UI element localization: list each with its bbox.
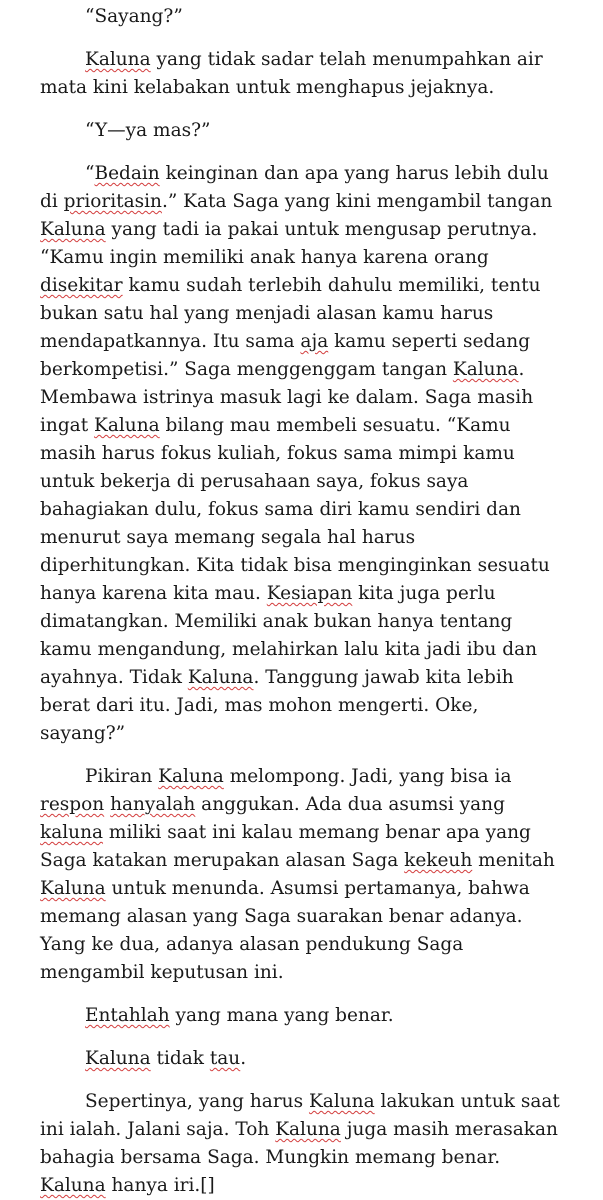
paragraph-1: “Sayang?” (85, 6, 183, 27)
paragraph-8: Sepertinya, yang harus Kaluna lakukan untuk saat ini ialah. Jalani saja. Toh Kaluna juga masih merasakan bahagia bersama Saga. Mungkin memang benar. Kaluna hanya iri.[] (40, 1091, 560, 1196)
paragraph-6: Entahlah yang mana yang benar. (85, 1005, 394, 1026)
spellcheck-word: Kaluna (94, 415, 160, 436)
paragraph-4: “Bedain keinginan dan apa yang harus lebih dulu di prioritasin.” Kata Saga yang kini mengambil tangan Kaluna yang tadi ia pakai untuk mengusap perutnya. “Kamu ingin memiliki anak hanya karena orang disekitar kamu sudah terlebih dahulu memiliki, tentu bukan satu hal yang menjadi alasan kamu harus mendapatkannya. Itu sama aja kamu seperti sedang berkompetisi.” Saga menggenggam tangan Kaluna. Membawa istrinya masuk lagi ke dalam. Saga masih ingat Kaluna bilang mau membeli sesuatu. “Kamu masih harus fokus kuliah, fokus sama mimpi kamu untuk bekerja di perusahaan saya, fokus saya bahagiakan dulu, fokus sama diri kamu sendiri dan menurut saya memang segala hal harus diperhitungkan. Kita tidak bisa menginginkan sesuatu hanya karena kita mau. Kesiapan kita juga perlu dimatangkan. Memiliki anak bukan hanya tentang kamu mengandung, melahirkan lalu kita jadi ibu dan ayahnya. Tidak Kaluna. Tanggung jawab kita lebih berat dari itu. Jadi, mas mohon mengerti. Oke, sayang?” (40, 163, 553, 744)
spellcheck-word: Kaluna (187, 667, 254, 688)
spellcheck-word: prioritasin (63, 191, 162, 212)
document-page (40, 3, 566, 1200)
spellcheck-word: Kaluna (158, 766, 224, 787)
paragraph-7: Kaluna tidak tau. (85, 1048, 247, 1069)
spellcheck-word: Kaluna (452, 359, 519, 380)
spellcheck-word: Entahlah (85, 1005, 170, 1026)
spellcheck-word: Kaluna (40, 1175, 106, 1196)
spellcheck-word: Kaluna (275, 1119, 341, 1140)
paragraph-5: Pikiran Kaluna melompong. Jadi, yang bisa ia respon hanyalah anggukan. Ada dua asumsi yang kaluna miliki saat ini kalau memang benar apa yang Saga katakan merupakan alasan Saga kekeuh menitah Kaluna untuk menunda. Asumsi pertamanya, bahwa memang alasan yang Saga suarakan benar adanya. Yang ke dua, adanya alasan pendukung Saga mengambil keputusan ini. (40, 766, 555, 983)
spellcheck-word: Kaluna (308, 1091, 375, 1112)
spellcheck-word: tau (209, 1048, 241, 1069)
spellcheck-word: Kesiapan (266, 583, 353, 604)
spellcheck-word: aja (300, 331, 329, 352)
spellcheck-word: Kaluna (85, 1048, 151, 1069)
spellcheck-word: disekitar (40, 275, 123, 296)
paragraph-3: “Y—ya mas?” (85, 120, 211, 141)
spellcheck-word: Kaluna (40, 878, 106, 899)
spellcheck-word: respon (40, 794, 105, 815)
spellcheck-word: hanyalah (110, 794, 196, 815)
paragraph-2: Kaluna yang tidak sadar telah menumpahkan air mata kini kelabakan untuk menghapus jejaknya. (40, 49, 543, 98)
spellcheck-word: Kaluna (40, 219, 106, 240)
spellcheck-word: Bedain (94, 163, 160, 184)
spellcheck-word: kaluna (40, 822, 104, 843)
spellcheck-word: kekeuh (404, 850, 473, 871)
spellcheck-word: Kaluna (85, 49, 151, 70)
